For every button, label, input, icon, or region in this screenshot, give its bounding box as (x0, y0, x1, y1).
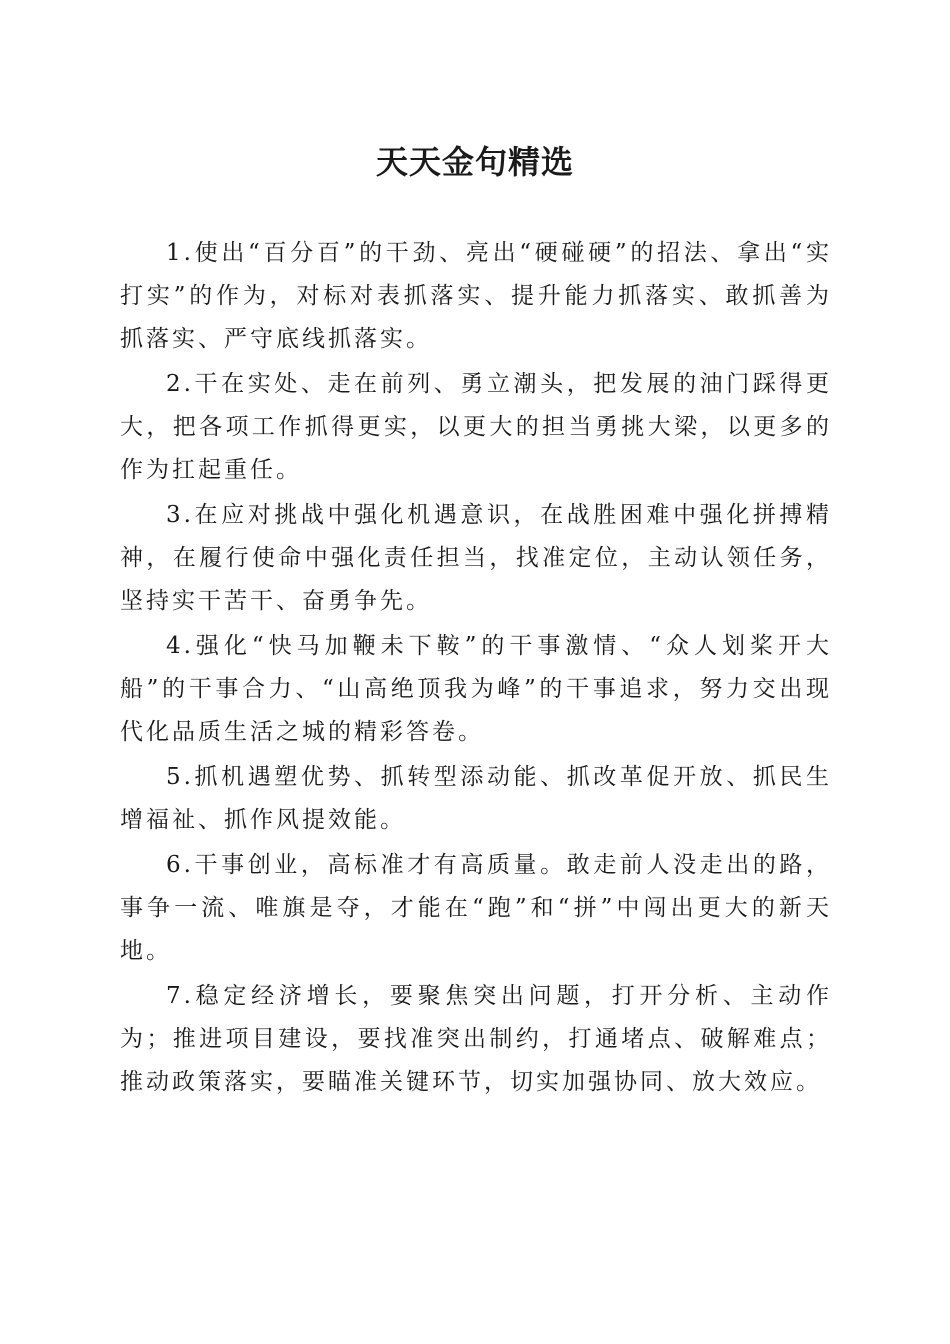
paragraph-2: 2.干在实处、走在前列、勇立潮头，把发展的油门踩得更大，把各项工作抓得更实，以更大的担当勇挑大梁，以更多的作为扛起重任。 (120, 371, 832, 483)
document-body (120, 232, 832, 1106)
paragraph-6: 6.干事创业，高标准才有高质量。敢走前人没走出的路，事争一流、唯旗是夺，才能在“跑”和“拼”中闯出更大的新天地。 (120, 852, 832, 964)
paragraph-3: 3.在应对挑战中强化机遇意识，在战胜困难中强化拼搏精神，在履行使命中强化责任担当，找准定位，主动认领任务，坚持实干苦干、奋勇争先。 (120, 502, 832, 614)
paragraph-1: 1.使出“百分百”的干劲、亮出“硬碰硬”的招法、拿出“实打实”的作为，对标对表抓落实、提升能力抓落实、敢抓善为抓落实、严守底线抓落实。 (120, 240, 832, 352)
paragraph-5: 5.抓机遇塑优势、抓转型添动能、抓改革促开放、抓民生增福祉、抓作风提效能。 (120, 764, 832, 833)
paragraph-7: 7.稳定经济增长，要聚焦突出问题，打开分析、主动作为；推进项目建设，要找准突出制约，打通堵点、破解难点；推动政策落实，要瞄准关键环节，切实加强协同、放大效应。 (120, 983, 832, 1095)
paragraph-4: 4.强化“快马加鞭未下鞍”的干事激情、“众人划桨开大船”的干事合力、“山高绝顶我为峰”的干事追求，努力交出现代化品质生活之城的精彩答卷。 (120, 633, 832, 745)
page-title: 天天金句精选 (375, 143, 574, 181)
